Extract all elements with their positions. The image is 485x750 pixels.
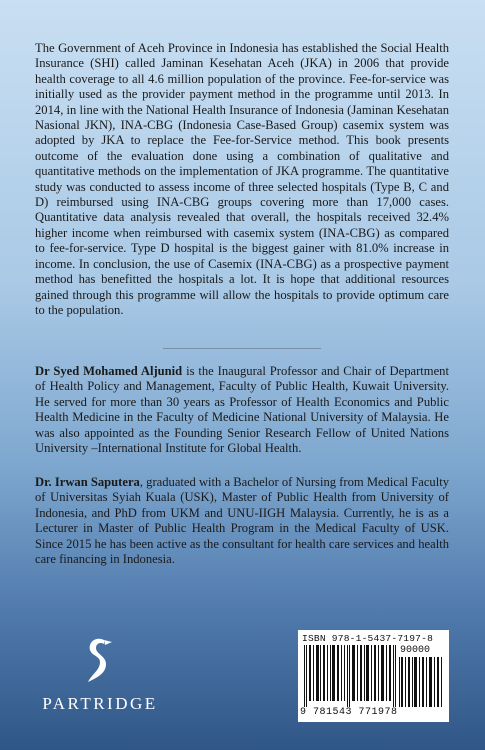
author-name-2: Dr. Irwan Saputera (35, 475, 140, 489)
addon-barcode-bars (399, 657, 443, 707)
publisher-name: PARTRIDGE (42, 694, 158, 713)
author-bio-2 (35, 475, 449, 567)
author-bio-text-2: , graduated with a Bachelor of Nursing from Medical Faculty of Universitas Syiah Kuala (USK), Master of Public Health from University of Indonesia, and PhD from UKM and UNU-IIGH Malaysia. Currently, he is as a Lecturer in Master of Public Health Program in the Medical Faculty of USK. Since 2015 he has been active as the consultant for health care services and health care financing in Indonesia. (35, 475, 449, 567)
author-bio-1 (35, 364, 449, 456)
ean-barcode-bars (304, 645, 396, 707)
author-bio-text-1: is the Inaugural Professor and Chair of Department of Health Policy and Management, Faculty of Public Health, Kuwait University. He served for more than 30 years as Professor of Health Economics and Public Health Medicine in the Faculty of Medicine National University of Malaysia. He was also appointed as the Founding Senior Research Fellow of United Nations University –International Institute for Global Health. (35, 364, 449, 456)
isbn-number: ISBN 978-1-5437-7197-8 (302, 633, 434, 644)
publisher-logo (30, 630, 170, 720)
isbn-barcode (298, 630, 449, 722)
back-cover-blurb: The Government of Aceh Province in Indonesia has established the Social Health Insurance (SHI) called Jaminan Kesehatan Aceh (JKA) in 2006 that provide health coverage to all 4.6 million population of the province. Fee-for-service was initially used as the provider payment method in the programme until 2013. In 2014, in line with the National Health Insurance of Indonesia (Jaminan Kesehatan Nasional JKN), INA-CBG (Indonesia Case-Based Group) casemix system was adopted by JKA to replace the Fee-for-Service method. This book presents outcome of the evaluation done using a combination of qualitative and quantitative methods on the implementation of JKA programme. The quantitative study was conducted to assess income of three selected hospitals (Type B, C and D) reimbursed using INA-CBG groups covering more than 17,000 cases. Quantitative data analysis revealed that overall, the hospitals received 32.4% higher income when reimbursed with casemix system (INA-CBG) as compared to fee-for-service. Type D hospital is the biggest gainer with 81.0% increase in income. In conclusion, the use of Casemix (INA-CBG) as a prospective payment method has benefitted the hospitals a lot. It is hope that additional resources gained through this programme will allow the hospitals to provide optimum care to the population. (35, 41, 449, 317)
section-divider (163, 348, 321, 349)
author-name-1: Dr Syed Mohamed Aljunid (35, 364, 183, 378)
price-code: 90000 (400, 645, 431, 656)
swan-icon (82, 634, 118, 686)
ean-digits: 9 781543 771978 (300, 707, 398, 718)
